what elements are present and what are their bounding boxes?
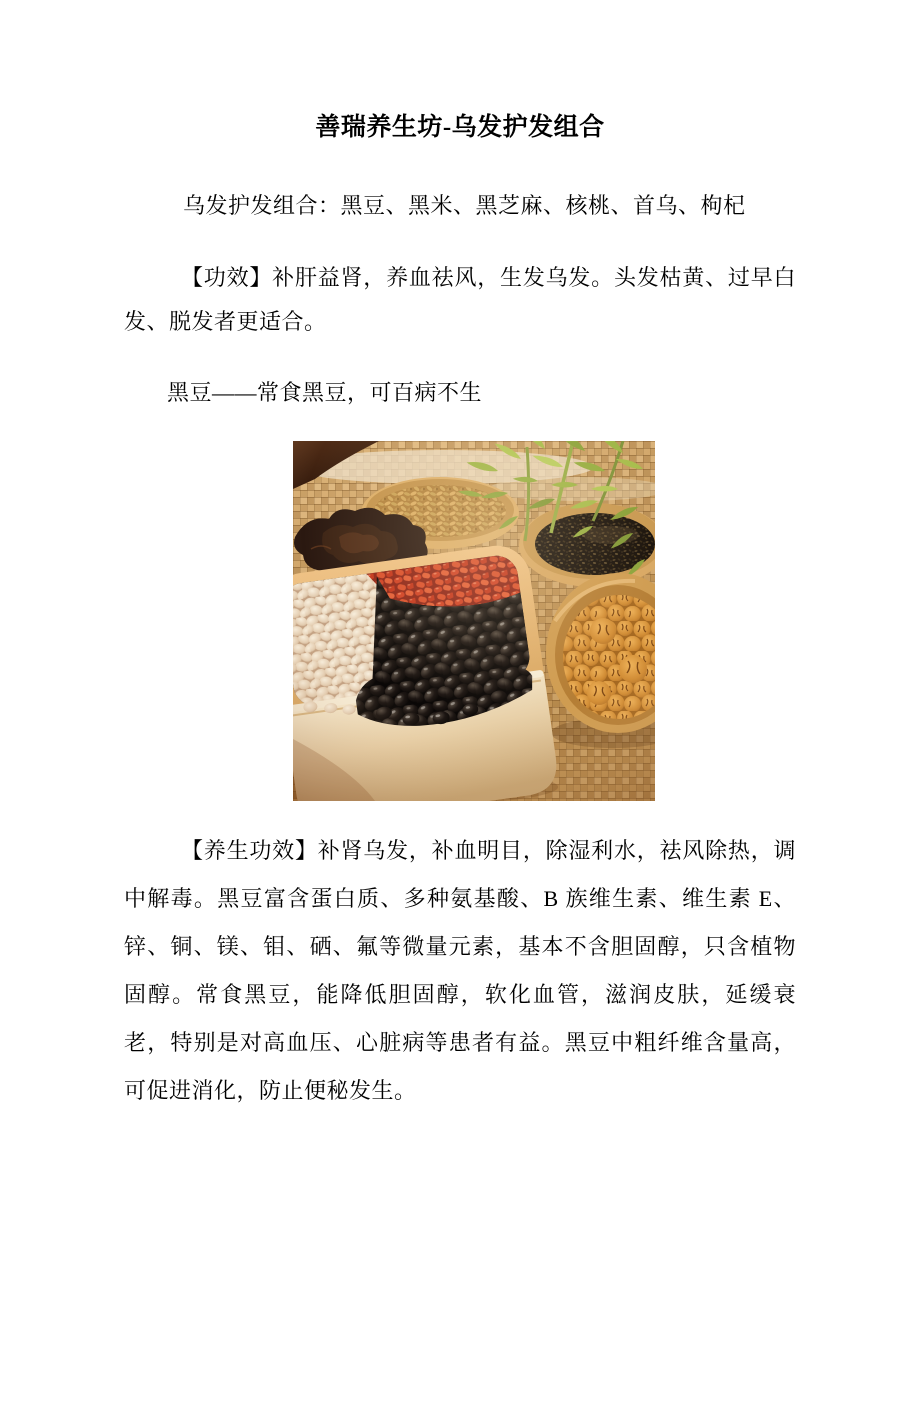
page-title: 善瑞养生坊-乌发护发组合 [315,114,605,141]
paragraph-blackbean-heading: 黑豆——常食黑豆，可百病不生 [167,380,483,405]
ingredients-photo-art [293,441,655,801]
ingredients-photo [293,441,655,801]
paragraph-effect: 【功效】补肝益肾，养血祛风，生发乌发。头发枯黄、过早白发、脱发者更适合。 [124,265,796,334]
document-page [0,112,920,1414]
paragraph-health-effects: 【养生功效】补肾乌发，补血明目，除湿利水，祛风除热，调中解毒。黑豆富含蛋白质、多种氨基酸、B 族维生素、维生素 E、锌、铜、镁、钼、硒、氟等微量元素，基本不含胆固醇，只含植物固醇。常食黑豆，能降低胆固醇，软化血管，滋润皮肤，延缓衰老，特别是对高血压、心脏病等患者有益。黑豆中粗纤维含量高，可促进消化，防止便秘发生。 [124,838,796,1103]
paragraph-combo-list: 乌发护发组合：黑豆、黑米、黑芝麻、核桃、首乌、枸杞 [183,193,746,218]
